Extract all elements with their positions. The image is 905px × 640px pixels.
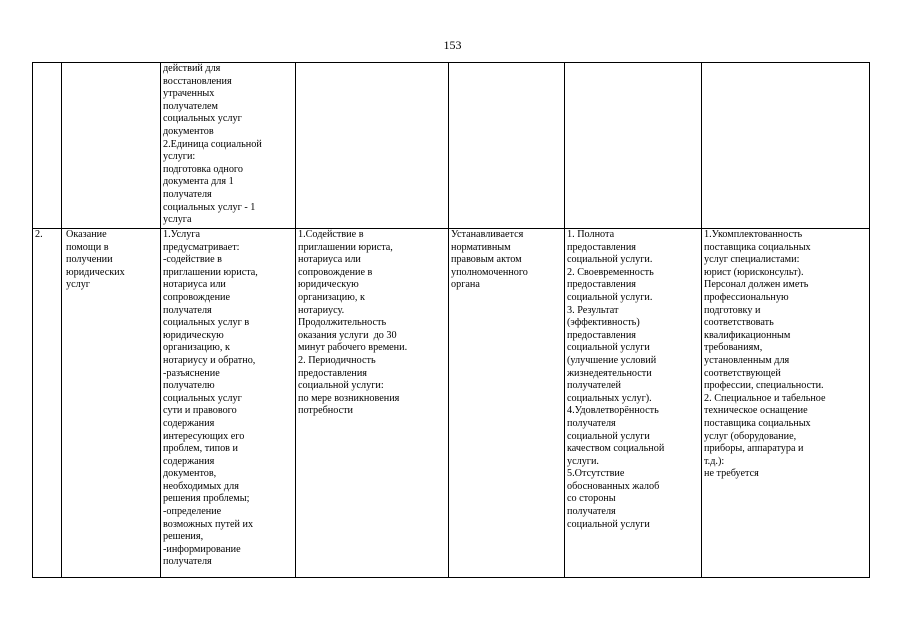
cell-line: требованиям,: [704, 342, 763, 354]
cell-line: подготовку и: [704, 304, 761, 316]
cell-line: помощи в: [66, 241, 109, 253]
cell-line: Устанавливается: [451, 229, 524, 240]
cell-line: получателем: [163, 100, 218, 112]
cell-line: получателя: [163, 304, 212, 316]
cell-line: обоснованных жалоб: [567, 480, 660, 492]
cell-line: социальной услуги:: [298, 380, 384, 392]
cell-line: минут рабочего времени.: [298, 342, 408, 354]
cell-line: социальной услуги: [567, 342, 650, 354]
cell-line: организацию, к: [163, 342, 230, 354]
cell-line: предоставления: [567, 241, 636, 253]
cell-line: правовым актом: [451, 254, 522, 266]
cell-line: 2.Единица социальной: [163, 138, 262, 150]
cell-line: (эффективность): [567, 317, 640, 329]
cell-line: необходимых для: [163, 480, 239, 492]
cell-line: социальных услуг - 1: [163, 201, 256, 213]
cell-line: сопровождение в: [298, 266, 373, 278]
cell-service-terms: [296, 63, 449, 229]
cell-line: соответствовать: [704, 317, 774, 329]
cell-line: -содействие в: [163, 254, 222, 266]
cell-line: юрист (юрисконсульт).: [704, 266, 804, 278]
cell-line: со стороны: [567, 493, 616, 505]
cell-line: социальных услуг: [163, 392, 242, 404]
cell-line: установленным для: [704, 354, 790, 366]
cell-line: решения проблемы;: [163, 493, 250, 505]
cell-line: услуг (оборудование,: [704, 430, 797, 442]
cell-line: 4.Удовлетворённость: [567, 405, 659, 417]
cell-service-funding: [449, 229, 565, 578]
cell-line: интересующих его: [163, 430, 245, 442]
cell-line: 1.Услуга: [163, 229, 201, 240]
cell-line: документов,: [163, 468, 217, 480]
cell-line: социальной услуги.: [567, 291, 653, 303]
cell-line: (улучшение условий: [567, 354, 657, 366]
cell-quality-indicators: [565, 229, 702, 578]
cell-number: [33, 229, 62, 578]
cell-line: 1.Укомплектованность: [704, 229, 803, 240]
cell-line: организацию, к: [298, 291, 365, 303]
cell-line: профессии, специальности.: [704, 380, 824, 392]
cell-line: поставщика социальных: [704, 241, 811, 253]
cell-line: нормативным: [451, 241, 511, 253]
cell-line: предоставления: [298, 367, 367, 379]
cell-line: качеством социальной: [567, 443, 665, 455]
services-table: [32, 62, 870, 578]
table-row: [33, 229, 870, 578]
cell-provision-conditions: [702, 229, 870, 578]
cell-line: содержания: [163, 455, 215, 467]
table-body: [33, 63, 870, 578]
cell-line: получателя: [567, 417, 616, 429]
cell-line: проблем, типов и: [163, 443, 238, 455]
row-number: 2.: [35, 229, 43, 240]
cell-line: сути и правового: [163, 405, 237, 417]
cell-service-description: [161, 63, 296, 229]
cell-line: уполномоченного: [451, 266, 528, 278]
cell-line: нотариусу.: [298, 304, 345, 316]
cell-line: 3. Результат: [567, 304, 619, 316]
cell-line: Продолжительность: [298, 317, 387, 329]
cell-line: получении: [66, 254, 113, 266]
cell-line: получателю: [163, 380, 215, 392]
cell-line: социальной услуги: [567, 430, 650, 442]
cell-line: утраченных: [163, 88, 215, 100]
cell-line: приборы, аппаратура и: [704, 443, 804, 455]
cell-line: возможных путей их: [163, 518, 254, 530]
cell-line: Персонал должен иметь: [704, 279, 809, 291]
cell-line: 1.Содействие в: [298, 229, 364, 240]
cell-line: 2. Периодичность: [298, 354, 376, 366]
cell-line: услуг специалистами:: [704, 254, 800, 266]
cell-line: потребности: [298, 405, 354, 417]
cell-line: жизнедеятельности: [567, 367, 652, 379]
cell-line: 1. Полнота: [567, 229, 615, 240]
cell-line: содержания: [163, 417, 215, 429]
cell-quality-indicators: [565, 63, 702, 229]
cell-line: квалификационным: [704, 329, 791, 341]
cell-line: получателя: [163, 188, 212, 200]
cell-line: нотариуса или: [163, 279, 226, 291]
cell-line: социальных услуг в: [163, 317, 250, 329]
cell-line: социальных услуг).: [567, 392, 652, 404]
cell-line: 2. Специальное и табельное: [704, 392, 826, 404]
cell-line: соответствующей: [704, 367, 781, 379]
cell-line: -разъяснение: [163, 367, 220, 379]
cell-service-name: [62, 229, 161, 578]
cell-line: техническое оснащение: [704, 405, 808, 417]
cell-line: приглашении юриста,: [163, 266, 258, 278]
cell-line: услуга: [163, 214, 192, 226]
cell-line: не требуется: [704, 468, 759, 480]
page-number: 153: [443, 38, 462, 52]
cell-line: предоставления: [567, 329, 636, 341]
cell-line: юридических: [66, 266, 125, 278]
cell-line: получателя: [567, 506, 616, 518]
cell-line: предусматривает:: [163, 241, 240, 253]
cell-line: -определение: [163, 506, 222, 518]
cell-line: документа для 1: [163, 176, 234, 188]
cell-line: документов: [163, 125, 214, 137]
cell-line: социальной услуги: [567, 518, 650, 530]
cell-service-funding: [449, 63, 565, 229]
cell-service-terms: [296, 229, 449, 578]
cell-service-description: [161, 229, 296, 578]
cell-line: услуги:: [163, 151, 196, 163]
cell-line: услуги.: [567, 455, 599, 467]
cell-line: решения,: [163, 531, 204, 543]
cell-provision-conditions: [702, 63, 870, 229]
cell-line: нотариуса или: [298, 254, 361, 266]
cell-line: приглашении юриста,: [298, 241, 393, 253]
cell-line: 2. Своевременность: [567, 266, 654, 278]
cell-line: восстановления: [163, 75, 232, 87]
cell-number: [33, 63, 62, 229]
cell-line: подготовка одного: [163, 163, 243, 175]
cell-line: по мере возникновения: [298, 392, 400, 404]
cell-line: Оказание: [66, 229, 107, 240]
table-row: [33, 63, 870, 229]
cell-line: 5.Отсутствие: [567, 468, 625, 480]
cell-line: действий для: [163, 63, 221, 74]
cell-line: нотариусу и обратно,: [163, 354, 256, 366]
cell-line: услуг: [66, 279, 90, 291]
cell-line: сопровождение: [163, 291, 231, 303]
cell-line: оказания услуги до 30: [298, 329, 397, 341]
cell-line: т.д.):: [704, 455, 725, 467]
cell-line: получателей: [567, 380, 622, 392]
cell-line: органа: [451, 279, 480, 291]
cell-line: -информирование: [163, 543, 241, 555]
cell-line: юридическую: [298, 279, 359, 291]
cell-line: профессиональную: [704, 291, 789, 303]
cell-service-name: [62, 63, 161, 229]
cell-line: социальной услуги.: [567, 254, 653, 266]
cell-line: получателя: [163, 556, 212, 568]
cell-line: предоставления: [567, 279, 636, 291]
cell-line: поставщика социальных: [704, 417, 811, 429]
cell-line: социальных услуг: [163, 113, 242, 125]
cell-line: юридическую: [163, 329, 224, 341]
